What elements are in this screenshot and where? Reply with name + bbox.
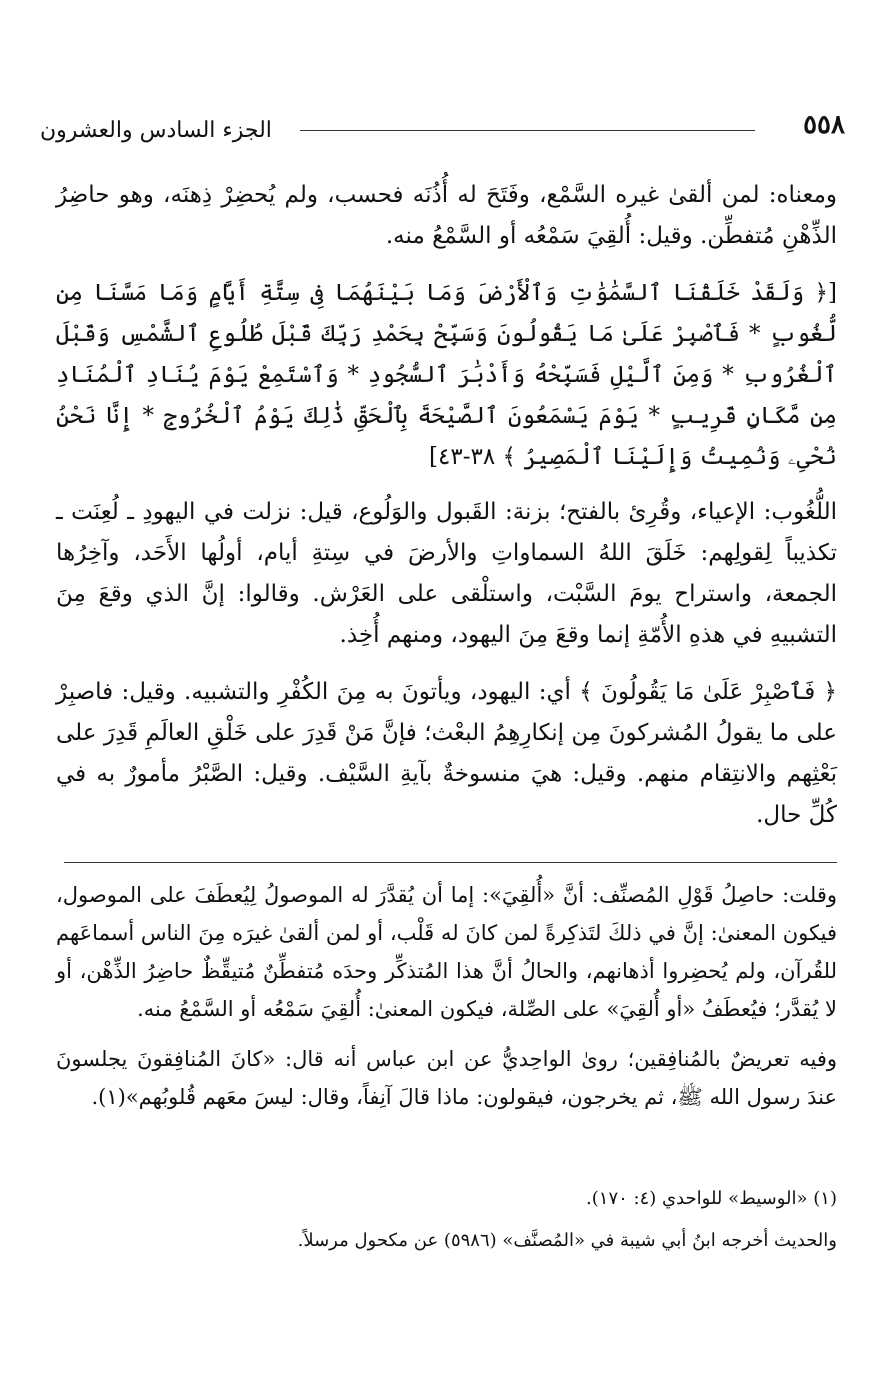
page-number: ٥٥٨ <box>803 110 845 140</box>
running-title: الجزء السادس والعشرون <box>40 118 272 143</box>
paragraph-lughub: اللُّغُوب: الإعياء، وقُرِئ بالفتح؛ بزنة: القَبول والوَلُوع، قيل: نزلت في اليهودِ ـ لُعِنَت ـ تكذيباً لِقولِهم: خَلَقَ اللهُ السماواتِ والأرضَ في سِتةِ أيام، أولُها الأَحَد، وآخِرُها الجمعة، واستراح يومَ السَّبْت، واستلْقى على العَرْش. وقالوا: إنَّ الذي وقعَ مِنَ التشبيهِ في هذهِ الأُمّةِ إنما وقعَ مِنَ اليهود، ومنهم أُخِذ. <box>56 499 837 648</box>
footnote-2: والحديث أخرجه ابنُ أبي شيبة في «المُصنَّف» (٥٩٨٦) عن مكحول مرسلاً. <box>297 1230 837 1251</box>
section-divider <box>64 862 837 863</box>
footnotes <box>56 1183 837 1267</box>
commentary-paragraph-2: وفيه تعريضٌ بالمُنافِقين؛ روىٰ الواحِديُّ عن ابن عباس أنه قال: «كانَ المُنافِقونَ يجلسونَ عندَ رسول الله ﷺ، ثم يخرجون، فيقولون: ماذا قالَ آنِفاً، وقال: ليسَ معَهم قُلوبُهم»(١). <box>56 1047 837 1109</box>
paragraph-meaning: ومعناه: لمن ألقىٰ غيره السَّمْع، وفَتَحَ له أُذُنَه فحسب، ولم يُحضِرْ ذِهنَه، وهو حاضِرُ الذِّهْنِ مُتفطِّن. وقيل: أُلقِيَ سَمْعُه أو السَّمْعُ منه. <box>56 182 837 249</box>
page-header <box>40 110 845 150</box>
quran-verses: [﴿ وَلَقَدْ خَلَقْنَا ٱلسَّمَٰوَٰتِ وَٱلْأَرْضَ وَمَا بَيْنَهُمَا فِى سِتَّةِ أَيَّامٍ وَمَا مَسَّنَا مِن لُّغُوبٍ * فَٱصْبِرْ عَلَىٰ مَا يَقُولُونَ وَسَبِّحْ بِحَمْدِ رَبِّكَ قَبْلَ طُلُوعِ ٱلشَّمْسِ وَقَبْلَ ٱلْغُرُوبِ * وَمِنَ ٱلَّيْلِ فَسَبِّحْهُ وَأَدْبَٰرَ ٱلسُّجُودِ * وَٱسْتَمِعْ يَوْمَ يُنَادِ ٱلْمُنَادِ مِن مَّكَانٍ قَرِيبٍ * يَوْمَ يَسْمَعُونَ ٱلصَّيْحَةَ بِٱلْحَقِّ ذَٰلِكَ يَوْمُ ٱلْخُرُوجِ * إِنَّا نَحْنُ نُحْىِۦ وَنُمِيتُ وَإِلَيْنَا ٱلْمَصِيرُ ﴾ ٣٨-٤٣] <box>56 280 837 470</box>
header-rule <box>300 130 755 131</box>
paragraph-patience: ﴿ فَٱصْبِرْ عَلَىٰ مَا يَقُولُونَ ﴾ أي: اليهود، ويأتونَ به مِنَ الكُفْرِ والتشبيه. وقيل: فاصبِرْ على ما يقولُ المُشركونَ مِن إنكارِهِمُ البعْث؛ فإنَّ مَنْ قَدِرَ على خَلْقِ العالَمِ قَدِرَ على بَعْثِهم والانتِقام منهم. وقيل: هيَ منسوخةٌ بآيةِ السَّيْف. وقيل: الصَّبْرُ مأمورٌ به في كُلِّ حال. <box>56 679 837 828</box>
footnote-1: (١) «الوسيط» للواحدي (٤: ١٧٠). <box>586 1188 837 1209</box>
main-text <box>56 175 837 852</box>
commentary-text <box>56 876 837 1128</box>
commentary-paragraph-1: وقلت: حاصِلُ قَوْلِ المُصنِّف: أنَّ «أُلقِيَ»: إما أن يُقدَّرَ له الموصولُ لِيُعطَفَ على الموصول، فيكون المعنىٰ: إنَّ في ذلكَ لتَذكِرةً لمن كانَ له قَلْب، أو لمن ألقىٰ غيرَه مِنَ الناس أسماعَهم للقُرآن، ولم يُحضِروا أذهانهم، والحالُ أنَّ هذا المُتذكِّر وحدَه مُتفطِّنٌ مُتيقِّظٌ حاضِرُ الذِّهْن، أو لا يُقدَّر؛ فيُعطَفُ «أو أُلقِيَ» على الصِّلة، فيكون المعنىٰ: أُلقِيَ سَمْعُه أو السَّمْعُ منه. <box>56 883 837 1021</box>
